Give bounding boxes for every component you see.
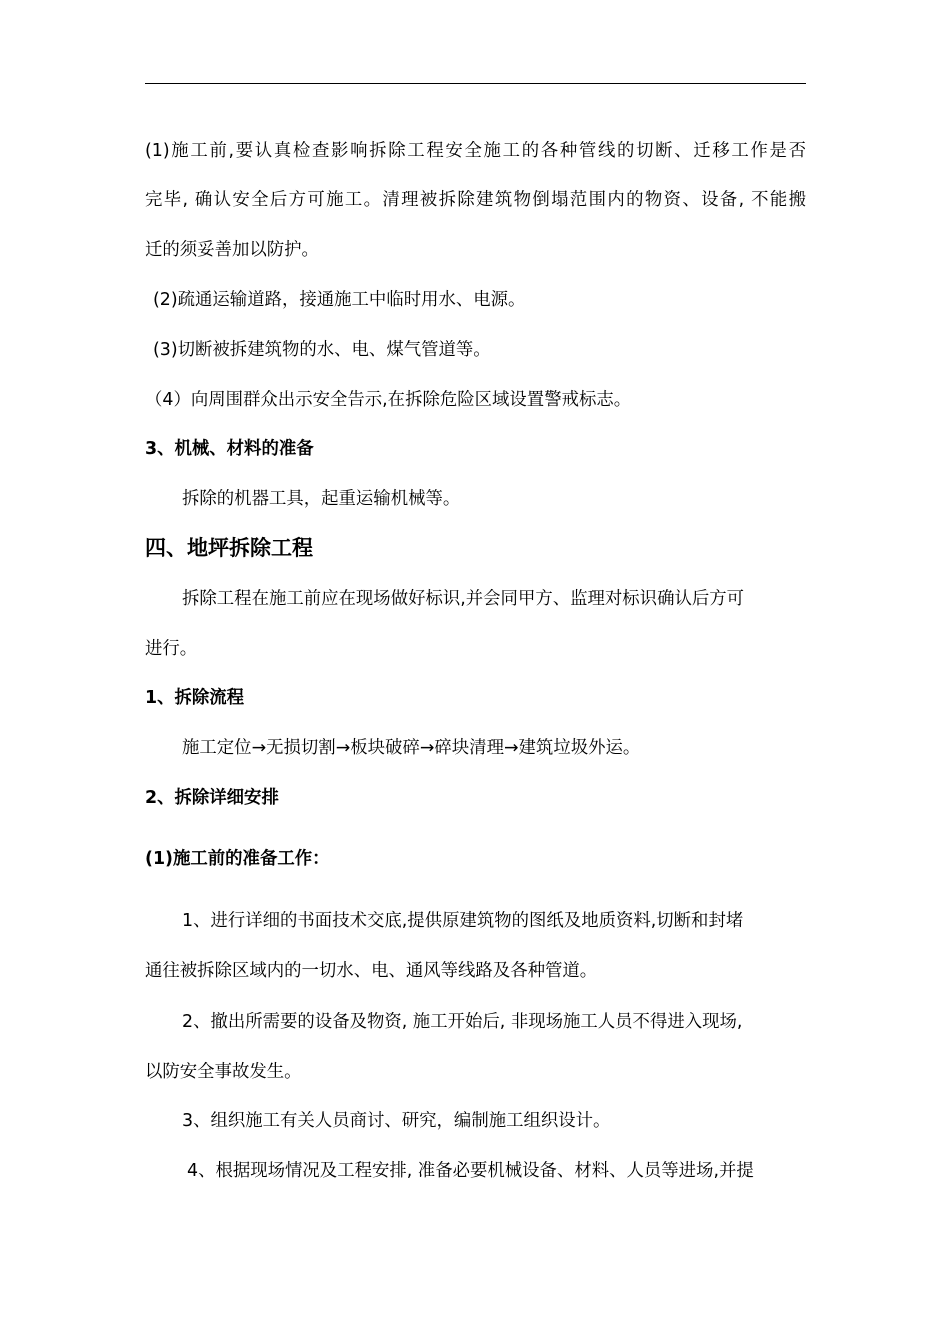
paragraph-line: 拆除的机器工具，起重运输机械等。 [182,489,461,509]
paragraph-line: 以防安全事故发生。 [145,1062,302,1082]
paragraph-line: 迁的须妥善加以防护。 [145,240,319,260]
paragraph-line: 3、组织施工有关人员商讨、研究，编制施工组织设计。 [182,1111,611,1131]
section-heading: 2、拆除详细安排 [145,788,279,808]
paragraph-line: 拆除工程在施工前应在现场做好标识,并会同甲方、监理对标识确认后方可 [182,589,745,609]
paragraph-line: (1)施工前,要认真检查影响拆除工程安全施工的各种管线的切断、迁移工作是否 [145,141,806,161]
header-rule [145,83,806,84]
paragraph-line: 4、根据现场情况及工程安排, 准备必要机械设备、材料、人员等进场,并提 [187,1161,754,1181]
paragraph-line: 通往被拆除区域内的一切水、电、通风等线路及各种管道。 [145,961,598,981]
chapter-heading: 四、地坪拆除工程 [145,536,313,560]
paragraph-line: 施工定位→无损切割→板块破碎→碎块清理→建筑垃圾外运。 [182,738,641,758]
paragraph-line: 进行。 [145,639,198,659]
section-heading: 3、机械、材料的准备 [145,439,314,459]
paragraph-line: 2、撤出所需要的设备及物资, 施工开始后, 非现场施工人员不得进入现场, [182,1012,743,1032]
section-heading: 1、拆除流程 [145,688,245,708]
subsection-heading: (1)施工前的准备工作： [145,849,330,869]
paragraph-line: 1、进行详细的书面技术交底,提供原建筑物的图纸及地质资料,切断和封堵 [182,911,744,931]
paragraph-line: (2)疏通运输道路，接通施工中临时用水、电源。 [153,290,526,310]
paragraph-line: （4）向周围群众出示安全告示,在拆除危险区域设置警戒标志。 [145,390,632,410]
paragraph-line: (3)切断被拆建筑物的水、电、煤气管道等。 [153,340,491,360]
paragraph-line: 完毕, 确认安全后方可施工。清理被拆除建筑物倒塌范围内的物资、设备, 不能搬 [145,190,806,210]
